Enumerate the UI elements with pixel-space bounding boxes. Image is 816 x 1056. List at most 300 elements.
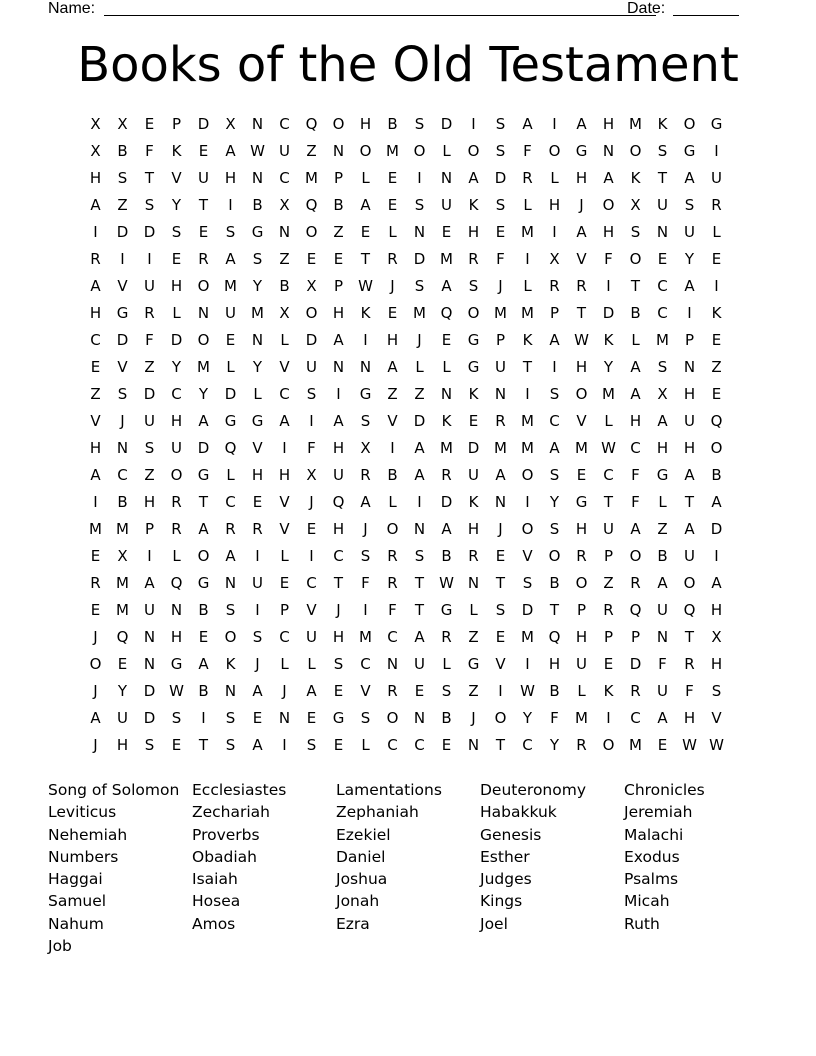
grid-letter[interactable]: S [252, 250, 263, 268]
grid-letter[interactable]: L [307, 655, 316, 673]
grid-letter[interactable]: S [414, 196, 425, 214]
grid-letter[interactable]: N [683, 358, 696, 376]
grid-letter[interactable]: C [279, 385, 290, 403]
grid-letter[interactable]: I [147, 250, 152, 268]
grid-letter[interactable]: K [657, 115, 668, 133]
grid-letter[interactable]: V [252, 439, 263, 457]
grid-letter[interactable]: P [333, 169, 344, 187]
grid-letter[interactable]: U [171, 439, 182, 457]
grid-letter[interactable]: A [225, 250, 236, 268]
grid-letter[interactable]: S [225, 736, 236, 754]
grid-letter[interactable]: Q [332, 493, 345, 511]
grid-letter[interactable]: W [358, 277, 373, 295]
grid-letter[interactable]: P [333, 277, 344, 295]
grid-letter[interactable]: Q [548, 628, 561, 646]
grid-letter[interactable]: S [252, 628, 263, 646]
grid-letter[interactable]: W [520, 682, 535, 700]
grid-letter[interactable]: X [306, 466, 317, 484]
grid-letter[interactable]: H [170, 412, 183, 430]
grid-letter[interactable]: H [89, 304, 102, 322]
grid-letter[interactable]: L [226, 358, 235, 376]
grid-letter[interactable]: C [90, 331, 101, 349]
grid-letter[interactable]: E [441, 736, 452, 754]
grid-letter[interactable]: I [93, 223, 98, 241]
grid-letter[interactable]: G [575, 493, 588, 511]
grid-letter[interactable]: B [252, 196, 263, 214]
grid-letter[interactable]: B [657, 547, 668, 565]
grid-letter[interactable]: U [657, 601, 668, 619]
grid-letter[interactable]: D [494, 169, 507, 187]
grid-letter[interactable]: I [525, 655, 530, 673]
grid-letter[interactable]: Q [224, 439, 237, 457]
grid-letter[interactable]: X [630, 196, 641, 214]
grid-letter[interactable]: K [468, 493, 479, 511]
grid-letter[interactable]: E [171, 736, 182, 754]
grid-letter[interactable]: A [495, 466, 506, 484]
grid-letter[interactable]: T [684, 628, 695, 646]
grid-letter[interactable]: U [684, 547, 695, 565]
grid-letter[interactable]: O [629, 250, 642, 268]
grid-letter[interactable]: H [278, 466, 291, 484]
grid-letter[interactable]: D [197, 115, 210, 133]
grid-letter[interactable]: C [630, 439, 641, 457]
grid-letter[interactable]: L [172, 304, 181, 322]
grid-letter[interactable]: M [494, 304, 507, 322]
grid-letter[interactable]: O [386, 709, 399, 727]
grid-letter[interactable]: O [467, 142, 480, 160]
grid-letter[interactable]: C [360, 655, 371, 673]
grid-letter[interactable]: M [359, 628, 372, 646]
grid-letter[interactable]: L [361, 169, 370, 187]
grid-letter[interactable]: E [711, 385, 722, 403]
grid-letter[interactable]: T [333, 574, 344, 592]
grid-letter[interactable]: S [225, 223, 236, 241]
grid-letter[interactable]: G [467, 331, 480, 349]
grid-letter[interactable]: U [279, 142, 290, 160]
grid-letter[interactable]: L [280, 547, 289, 565]
grid-letter[interactable]: A [360, 493, 371, 511]
grid-letter[interactable]: O [170, 466, 183, 484]
grid-letter[interactable]: M [251, 304, 264, 322]
grid-letter[interactable]: E [144, 115, 155, 133]
grid-letter[interactable]: T [198, 736, 209, 754]
grid-letter[interactable]: U [657, 682, 668, 700]
grid-letter[interactable]: L [361, 736, 370, 754]
grid-letter[interactable]: J [390, 277, 395, 295]
grid-letter[interactable]: A [306, 682, 317, 700]
grid-letter[interactable]: R [387, 250, 398, 268]
grid-letter[interactable]: O [467, 304, 480, 322]
grid-letter[interactable]: M [116, 574, 129, 592]
grid-letter[interactable]: L [388, 223, 397, 241]
grid-letter[interactable]: H [89, 439, 102, 457]
grid-letter[interactable]: T [414, 601, 425, 619]
grid-letter[interactable]: E [333, 250, 344, 268]
grid-letter[interactable]: S [144, 439, 155, 457]
grid-letter[interactable]: V [117, 277, 128, 295]
grid-letter[interactable]: D [197, 439, 210, 457]
grid-letter[interactable]: L [631, 331, 640, 349]
grid-letter[interactable]: I [606, 277, 611, 295]
grid-letter[interactable]: I [552, 115, 557, 133]
grid-letter[interactable]: E [468, 412, 479, 430]
grid-letter[interactable]: G [197, 574, 210, 592]
grid-letter[interactable]: N [467, 736, 480, 754]
grid-letter[interactable]: A [657, 412, 668, 430]
grid-letter[interactable]: Z [90, 385, 101, 403]
grid-letter[interactable]: E [495, 547, 506, 565]
grid-letter[interactable]: A [279, 412, 290, 430]
grid-letter[interactable]: M [89, 520, 102, 538]
grid-letter[interactable]: V [711, 709, 722, 727]
grid-letter[interactable]: Z [333, 223, 344, 241]
grid-letter[interactable]: R [630, 682, 641, 700]
grid-letter[interactable]: O [602, 736, 615, 754]
grid-letter[interactable]: E [414, 682, 425, 700]
grid-letter[interactable]: N [386, 655, 399, 673]
grid-letter[interactable]: Z [657, 520, 668, 538]
date-blank-line[interactable] [673, 15, 739, 16]
grid-letter[interactable]: I [471, 115, 476, 133]
grid-letter[interactable]: N [143, 655, 156, 673]
grid-letter[interactable]: L [550, 169, 559, 187]
grid-letter[interactable]: U [198, 169, 209, 187]
grid-letter[interactable]: A [657, 574, 668, 592]
grid-letter[interactable]: N [170, 601, 183, 619]
grid-letter[interactable]: M [386, 142, 399, 160]
grid-letter[interactable]: Z [306, 142, 317, 160]
grid-letter[interactable]: Z [387, 385, 398, 403]
grid-letter[interactable]: Y [549, 736, 560, 754]
grid-letter[interactable]: D [170, 331, 183, 349]
grid-letter[interactable]: M [197, 358, 210, 376]
grid-letter[interactable]: N [440, 169, 453, 187]
grid-letter[interactable]: A [576, 115, 587, 133]
grid-letter[interactable]: M [521, 412, 534, 430]
grid-letter[interactable]: K [360, 304, 371, 322]
grid-letter[interactable]: H [548, 655, 561, 673]
grid-letter[interactable]: R [684, 655, 695, 673]
grid-letter[interactable]: U [711, 169, 722, 187]
grid-letter[interactable]: V [279, 520, 290, 538]
grid-letter[interactable]: E [333, 682, 344, 700]
grid-letter[interactable]: S [549, 520, 560, 538]
grid-letter[interactable]: K [468, 385, 479, 403]
grid-letter[interactable]: P [576, 601, 587, 619]
grid-letter[interactable]: S [225, 709, 236, 727]
grid-letter[interactable]: U [306, 628, 317, 646]
grid-letter[interactable]: F [550, 709, 559, 727]
grid-letter[interactable]: G [332, 709, 345, 727]
grid-letter[interactable]: O [224, 628, 237, 646]
grid-letter[interactable]: R [90, 250, 101, 268]
grid-letter[interactable]: C [117, 466, 128, 484]
grid-letter[interactable]: R [630, 574, 641, 592]
grid-letter[interactable]: X [549, 250, 560, 268]
grid-letter[interactable]: D [440, 493, 453, 511]
grid-letter[interactable]: M [656, 331, 669, 349]
grid-letter[interactable]: G [170, 655, 183, 673]
grid-letter[interactable]: I [363, 331, 368, 349]
grid-letter[interactable]: E [198, 223, 209, 241]
grid-letter[interactable]: S [117, 169, 128, 187]
grid-letter[interactable]: K [468, 196, 479, 214]
grid-letter[interactable]: D [143, 682, 156, 700]
grid-letter[interactable]: T [495, 736, 506, 754]
grid-letter[interactable]: A [90, 196, 101, 214]
grid-letter[interactable]: F [145, 331, 154, 349]
grid-letter[interactable]: Q [116, 628, 129, 646]
grid-letter[interactable]: Y [171, 196, 182, 214]
grid-letter[interactable]: B [198, 682, 209, 700]
grid-letter[interactable]: G [224, 412, 237, 430]
grid-letter[interactable]: Y [684, 250, 695, 268]
grid-letter[interactable]: U [414, 655, 425, 673]
grid-letter[interactable]: I [282, 439, 287, 457]
grid-letter[interactable]: Y [522, 709, 533, 727]
grid-letter[interactable]: J [471, 709, 476, 727]
grid-letter[interactable]: R [441, 628, 452, 646]
grid-letter[interactable]: E [441, 223, 452, 241]
grid-letter[interactable]: X [117, 547, 128, 565]
grid-letter[interactable]: H [224, 169, 237, 187]
grid-letter[interactable]: I [525, 385, 530, 403]
grid-letter[interactable]: B [333, 196, 344, 214]
grid-letter[interactable]: V [279, 358, 290, 376]
grid-letter[interactable]: U [333, 466, 344, 484]
grid-letter[interactable]: Y [549, 493, 560, 511]
grid-letter[interactable]: E [387, 304, 398, 322]
grid-letter[interactable]: Z [414, 385, 425, 403]
grid-letter[interactable]: T [549, 601, 560, 619]
grid-letter[interactable]: E [90, 601, 101, 619]
grid-letter[interactable]: E [252, 709, 263, 727]
grid-letter[interactable]: E [387, 196, 398, 214]
grid-letter[interactable]: A [684, 277, 695, 295]
grid-letter[interactable]: K [630, 169, 641, 187]
grid-letter[interactable]: B [387, 466, 398, 484]
grid-letter[interactable]: H [89, 169, 102, 187]
grid-letter[interactable]: N [143, 628, 156, 646]
grid-letter[interactable]: H [575, 169, 588, 187]
grid-letter[interactable]: S [684, 196, 695, 214]
grid-letter[interactable]: R [711, 196, 722, 214]
grid-letter[interactable]: W [574, 331, 589, 349]
grid-letter[interactable]: E [198, 628, 209, 646]
grid-letter[interactable]: K [603, 331, 614, 349]
grid-letter[interactable]: M [440, 439, 453, 457]
grid-letter[interactable]: H [710, 601, 723, 619]
grid-letter[interactable]: V [279, 493, 290, 511]
grid-letter[interactable]: V [360, 682, 371, 700]
grid-letter[interactable]: V [495, 655, 506, 673]
grid-letter[interactable]: E [117, 655, 128, 673]
grid-letter[interactable]: O [575, 574, 588, 592]
grid-letter[interactable]: A [198, 520, 209, 538]
grid-letter[interactable]: L [415, 358, 424, 376]
grid-letter[interactable]: E [360, 223, 371, 241]
grid-letter[interactable]: Q [305, 115, 318, 133]
grid-letter[interactable]: M [224, 277, 237, 295]
grid-letter[interactable]: C [279, 115, 290, 133]
grid-letter[interactable]: O [629, 142, 642, 160]
grid-letter[interactable]: N [278, 709, 291, 727]
grid-letter[interactable]: H [710, 655, 723, 673]
grid-letter[interactable]: V [117, 358, 128, 376]
grid-letter[interactable]: P [171, 115, 182, 133]
grid-letter[interactable]: I [282, 736, 287, 754]
grid-letter[interactable]: T [414, 574, 425, 592]
grid-letter[interactable]: V [522, 547, 533, 565]
grid-letter[interactable]: A [414, 439, 425, 457]
grid-letter[interactable]: E [495, 223, 506, 241]
grid-letter[interactable]: N [251, 169, 264, 187]
grid-letter[interactable]: W [169, 682, 184, 700]
grid-letter[interactable]: E [333, 736, 344, 754]
grid-letter[interactable]: I [714, 277, 719, 295]
grid-letter[interactable]: P [684, 331, 695, 349]
grid-letter[interactable]: I [417, 493, 422, 511]
grid-letter[interactable]: R [171, 493, 182, 511]
grid-letter[interactable]: Z [468, 628, 479, 646]
grid-letter[interactable]: R [387, 574, 398, 592]
grid-letter[interactable]: U [306, 358, 317, 376]
grid-letter[interactable]: Y [198, 385, 209, 403]
grid-letter[interactable]: A [252, 736, 263, 754]
grid-letter[interactable]: K [441, 412, 452, 430]
grid-letter[interactable]: A [684, 169, 695, 187]
grid-letter[interactable]: F [658, 655, 667, 673]
grid-letter[interactable]: A [522, 115, 533, 133]
grid-letter[interactable]: J [309, 493, 314, 511]
grid-letter[interactable]: B [549, 574, 560, 592]
grid-letter[interactable]: U [225, 304, 236, 322]
grid-letter[interactable]: M [116, 601, 129, 619]
grid-letter[interactable]: A [144, 574, 155, 592]
grid-letter[interactable]: R [576, 736, 587, 754]
grid-letter[interactable]: Z [468, 682, 479, 700]
grid-letter[interactable]: K [711, 304, 722, 322]
grid-letter[interactable]: S [414, 547, 425, 565]
grid-letter[interactable]: R [90, 574, 101, 592]
grid-letter[interactable]: G [467, 358, 480, 376]
grid-letter[interactable]: H [629, 412, 642, 430]
grid-letter[interactable]: Z [117, 196, 128, 214]
grid-letter[interactable]: S [495, 196, 506, 214]
grid-letter[interactable]: N [278, 223, 291, 241]
grid-letter[interactable]: J [498, 520, 503, 538]
grid-letter[interactable]: R [198, 250, 209, 268]
grid-letter[interactable]: C [657, 304, 668, 322]
grid-letter[interactable]: P [630, 628, 641, 646]
grid-letter[interactable]: Y [171, 358, 182, 376]
grid-letter[interactable]: S [171, 223, 182, 241]
grid-letter[interactable]: Q [710, 412, 723, 430]
grid-letter[interactable]: U [144, 601, 155, 619]
grid-letter[interactable]: N [602, 142, 615, 160]
grid-letter[interactable]: C [333, 547, 344, 565]
grid-letter[interactable]: S [333, 655, 344, 673]
grid-letter[interactable]: Y [603, 358, 614, 376]
grid-letter[interactable]: H [548, 196, 561, 214]
grid-letter[interactable]: C [279, 169, 290, 187]
grid-letter[interactable]: L [253, 385, 262, 403]
grid-letter[interactable]: C [414, 736, 425, 754]
grid-letter[interactable]: H [116, 736, 129, 754]
grid-letter[interactable]: Y [252, 358, 263, 376]
grid-letter[interactable]: Y [252, 277, 263, 295]
grid-letter[interactable]: L [658, 493, 667, 511]
grid-letter[interactable]: I [309, 547, 314, 565]
grid-letter[interactable]: J [498, 277, 503, 295]
grid-letter[interactable]: X [225, 115, 236, 133]
grid-letter[interactable]: B [279, 277, 290, 295]
grid-letter[interactable]: O [710, 439, 723, 457]
grid-letter[interactable]: T [657, 169, 668, 187]
grid-letter[interactable]: C [630, 709, 641, 727]
grid-letter[interactable]: N [224, 574, 237, 592]
grid-letter[interactable]: O [683, 574, 696, 592]
grid-letter[interactable]: A [360, 196, 371, 214]
grid-letter[interactable]: S [630, 223, 641, 241]
grid-letter[interactable]: L [712, 223, 721, 241]
grid-letter[interactable]: N [656, 223, 669, 241]
grid-letter[interactable]: O [494, 709, 507, 727]
grid-letter[interactable]: T [576, 304, 587, 322]
grid-letter[interactable]: X [279, 304, 290, 322]
grid-letter[interactable]: B [711, 466, 722, 484]
grid-letter[interactable]: A [630, 520, 641, 538]
grid-letter[interactable]: J [282, 682, 287, 700]
grid-letter[interactable]: L [523, 277, 532, 295]
grid-letter[interactable]: U [495, 358, 506, 376]
grid-letter[interactable]: S [171, 709, 182, 727]
grid-letter[interactable]: U [684, 223, 695, 241]
grid-letter[interactable]: U [684, 412, 695, 430]
grid-letter[interactable]: H [683, 385, 696, 403]
grid-letter[interactable]: O [602, 196, 615, 214]
grid-letter[interactable]: Z [603, 574, 614, 592]
grid-letter[interactable]: S [414, 115, 425, 133]
grid-letter[interactable]: H [332, 439, 345, 457]
grid-letter[interactable]: J [363, 520, 368, 538]
grid-letter[interactable]: X [90, 142, 101, 160]
grid-letter[interactable]: O [575, 385, 588, 403]
grid-letter[interactable]: L [442, 358, 451, 376]
grid-letter[interactable]: M [413, 304, 426, 322]
grid-letter[interactable]: Z [144, 358, 155, 376]
grid-letter[interactable]: B [549, 682, 560, 700]
grid-letter[interactable]: H [656, 439, 669, 457]
grid-letter[interactable]: X [279, 196, 290, 214]
grid-letter[interactable]: L [604, 412, 613, 430]
grid-letter[interactable]: H [467, 520, 480, 538]
grid-letter[interactable]: A [711, 574, 722, 592]
grid-letter[interactable]: O [305, 223, 318, 241]
grid-letter[interactable]: E [441, 331, 452, 349]
grid-letter[interactable]: H [683, 439, 696, 457]
grid-letter[interactable]: A [252, 682, 263, 700]
grid-letter[interactable]: S [657, 142, 668, 160]
grid-letter[interactable]: O [89, 655, 102, 673]
grid-letter[interactable]: E [252, 493, 263, 511]
grid-letter[interactable]: Z [144, 466, 155, 484]
grid-letter[interactable]: D [224, 385, 237, 403]
grid-letter[interactable]: E [306, 250, 317, 268]
grid-letter[interactable]: H [683, 709, 696, 727]
grid-letter[interactable]: I [228, 196, 233, 214]
grid-letter[interactable]: R [549, 277, 560, 295]
